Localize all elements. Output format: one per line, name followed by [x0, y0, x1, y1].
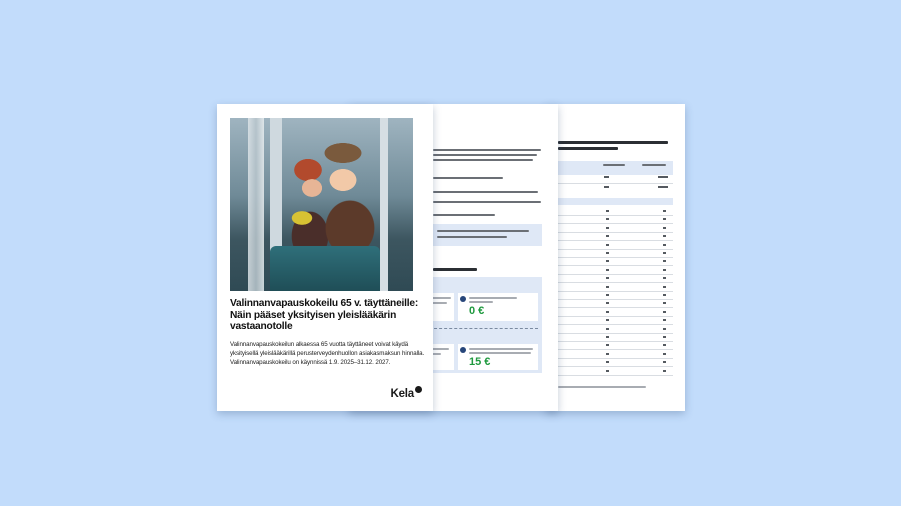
table-cell	[606, 218, 609, 220]
table-cell	[606, 311, 609, 313]
table-row	[554, 274, 673, 275]
text-line	[431, 302, 447, 304]
table-cell	[606, 319, 609, 321]
table-row	[554, 223, 673, 224]
cover-body-text: Valinnanvapauskokeilun alkaessa 65 vuotta täyttäneet voivat käydä yksityisellä yleislääkärillä perusterveydenhuollon asiakasmaksun hinnalla. Valinnanvapauskokeilu on käynnissä 1.9. 2025–31.12. 2027.	[230, 341, 425, 367]
step-number-icon	[460, 296, 466, 302]
table-cell	[663, 344, 666, 346]
table-cell	[606, 269, 609, 271]
table-cell	[663, 311, 666, 313]
table-cell	[606, 277, 609, 279]
cover-photo	[230, 118, 413, 291]
price-fee: 15 €	[469, 356, 491, 368]
table-cell	[606, 344, 609, 346]
table-row	[554, 341, 673, 342]
price-free: 0 €	[469, 305, 485, 317]
kela-logo-mark-icon	[415, 386, 422, 393]
table-row	[554, 299, 673, 300]
text-line	[469, 352, 531, 354]
text-line	[433, 154, 537, 156]
text-line	[469, 348, 533, 350]
table-cell	[663, 302, 666, 304]
text-line	[469, 301, 493, 303]
document-page-3	[546, 104, 685, 411]
table-cell	[663, 353, 666, 355]
table-section-header	[554, 198, 673, 205]
table-cell	[606, 252, 609, 254]
table-cell	[604, 186, 609, 188]
table-cell	[663, 252, 666, 254]
table-row	[554, 249, 673, 250]
table-row	[554, 282, 673, 283]
table-cell	[663, 235, 666, 237]
text-line	[433, 191, 538, 193]
document-page-1-cover	[217, 104, 433, 411]
table-cell	[663, 336, 666, 338]
bus-seat	[270, 246, 380, 291]
text-line	[558, 141, 668, 144]
step-number-icon	[460, 347, 466, 353]
table-cell	[663, 269, 666, 271]
table-cell	[606, 260, 609, 262]
table-cell	[663, 294, 666, 296]
table-row	[554, 215, 673, 216]
table-cell	[606, 294, 609, 296]
table-cell	[606, 210, 609, 212]
text-line	[558, 386, 646, 388]
kela-logo	[391, 388, 423, 400]
table-cell	[606, 244, 609, 246]
table-cell	[663, 328, 666, 330]
table-cell	[606, 370, 609, 372]
table-cell	[606, 302, 609, 304]
text-line	[433, 159, 533, 161]
table-row	[554, 257, 673, 258]
table-cell	[658, 176, 668, 178]
text-line	[433, 177, 503, 179]
table-row	[554, 366, 673, 367]
text-line	[642, 164, 666, 166]
cost-card-free	[458, 293, 538, 321]
kela-logo-text: Kela	[390, 388, 414, 400]
table-row	[554, 240, 673, 241]
table-cell	[663, 361, 666, 363]
info-box	[433, 224, 542, 246]
table-cell	[606, 361, 609, 363]
text-line	[431, 297, 451, 299]
table-row	[554, 232, 673, 233]
table-row	[554, 333, 673, 334]
table-row	[554, 324, 673, 325]
cover-title: Valinnanvapauskokeilu 65 v. täyttäneille: Näin pääset yksityisen yleislääkärin vastaanotolle	[230, 298, 419, 332]
table-cell	[663, 227, 666, 229]
table-row	[554, 183, 673, 184]
table-cell	[606, 353, 609, 355]
table-cell	[663, 286, 666, 288]
table-cell	[663, 319, 666, 321]
text-line	[437, 236, 507, 238]
table-row	[554, 349, 673, 350]
text-line	[469, 297, 517, 299]
table-cell	[604, 176, 609, 178]
table-row	[554, 265, 673, 266]
text-line	[558, 147, 618, 150]
table-cell	[606, 235, 609, 237]
table-cell	[663, 260, 666, 262]
table-row	[554, 291, 673, 292]
text-line	[433, 149, 541, 151]
table-cell	[606, 286, 609, 288]
text-line	[433, 201, 541, 203]
table-row	[554, 316, 673, 317]
table-cell	[663, 218, 666, 220]
bus-pole	[248, 118, 264, 291]
table-cell	[663, 370, 666, 372]
text-line	[603, 164, 625, 166]
table-cell	[663, 210, 666, 212]
table-cell	[663, 277, 666, 279]
table-row	[554, 375, 673, 376]
section-heading	[433, 268, 477, 271]
text-line	[437, 230, 529, 232]
text-line	[433, 214, 495, 216]
divider	[429, 328, 538, 329]
text-line	[431, 348, 449, 350]
table-row	[554, 358, 673, 359]
table-cell	[606, 336, 609, 338]
cost-box	[425, 277, 542, 373]
table-cell	[606, 328, 609, 330]
cost-card-fee	[458, 344, 538, 370]
table-row	[554, 307, 673, 308]
table-cell	[663, 244, 666, 246]
table-cell	[658, 186, 668, 188]
table-cell	[606, 227, 609, 229]
